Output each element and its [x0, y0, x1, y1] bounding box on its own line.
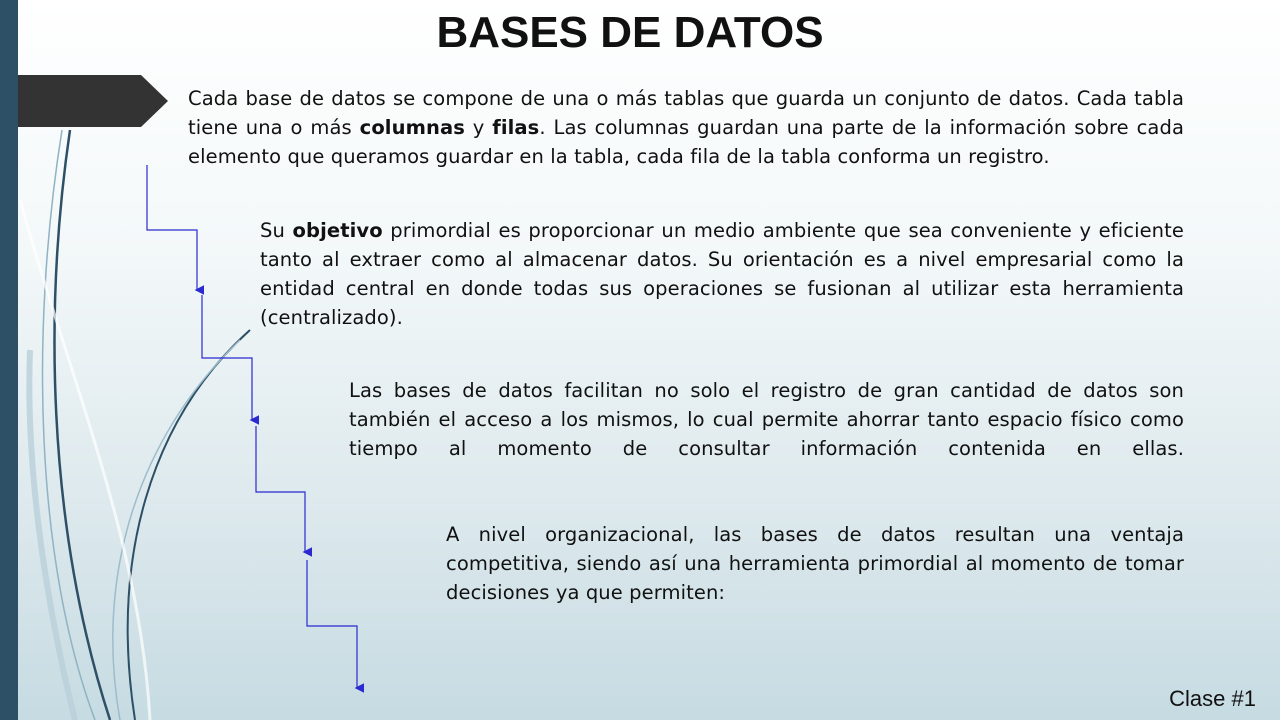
paragraph-composition: Cada base de datos se compone de una o más tablas que guarda un conjunto de datos. Cada tabla tiene una o más columnas y filas. Las columnas guardan una parte de la información sobre cada elemento que queramos guardar en la tabla, cada fila de la tabla conforma un registro. [188, 87, 1184, 168]
page-title: BASES DE DATOS [436, 8, 824, 57]
paragraph-benefits: Las bases de datos facilitan no solo el registro de gran cantidad de datos son también el acceso a los mismos, lo cual permite ahorrar tanto espacio físico como tiempo al momento de consultar información contenida en ellas. [349, 379, 1184, 460]
bold-objetivo: objetivo [292, 219, 383, 242]
bold-filas: filas [492, 116, 540, 139]
step-connectors [0, 0, 420, 720]
paragraph-objective: Su objetivo primordial es proporcionar un medio ambiente que sea conveniente y eficiente tanto al extraer como al almacenar datos. Su orientación es a nivel empresarial como la entidad central en donde todas sus operaciones se fusionan al utilizar esta herramienta (centralizado). [260, 219, 1184, 329]
slide-footer: Clase #1 [1169, 686, 1256, 711]
bold-columnas: columnas [359, 116, 465, 139]
paragraph-organizational: A nivel organizacional, las bases de datos resultan una ventaja competitiva, siendo así una herramienta primordial al momento de tomar decisiones ya que permiten: [446, 523, 1184, 604]
